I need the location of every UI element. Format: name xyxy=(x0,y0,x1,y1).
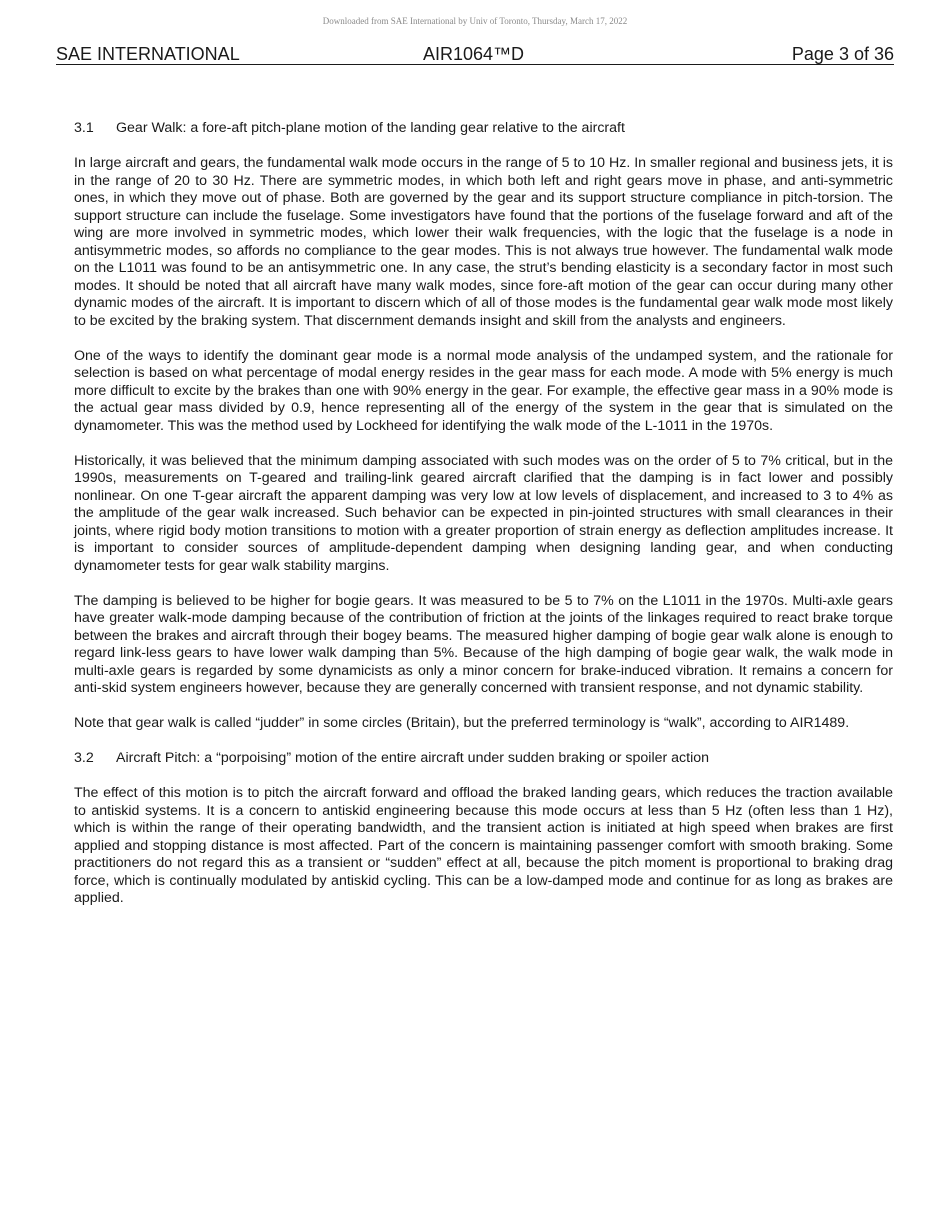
section-heading-3-2 xyxy=(74,750,893,768)
section-title: Gear Walk: a fore-aft pitch-plane motion of the landing gear relative to the aircraft xyxy=(116,120,625,136)
paragraph: The effect of this motion is to pitch the aircraft forward and offload the braked landing gears, which reduces the traction available to antiskid systems. It is a concern to antiskid engineering because this mode occurs at less than 5 Hz (often less than 1 Hz), which is within the range of their operating bandwidth, and the transient action is initiated at high speed when brakes are first applied and stopping distance is most affected. Part of the concern is maintaining passenger comfort with smooth braking. Some practitioners do not regard this as a transient or “sudden” effect at all, because the pitch moment is proportional to braking drag force, which is continually modulated by antiskid cycling. This can be a low-damped mode and continue for as long as brakes are applied. xyxy=(74,785,893,906)
paragraph: Historically, it was believed that the minimum damping associated with such modes was on the order of 5 to 7% critical, but in the 1990s, measurements on T-geared and trailing-link geared aircraft clarified that the damping is in fact lower and possibly nonlinear. On one T-gear aircraft the apparent damping was very low at low levels of displacement, and increased to 3 to 4% as the amplitude of the gear walk increased. Such behavior can be expected in pin-jointed structures with small clearances in their joints, where rigid body motion transitions to motion with a greater proportion of strain energy as deflection amplitudes increase. It is important to consider sources of amplitude-dependent damping when designing landing gear, and when conducting dynamometer tests for gear walk stability margins. xyxy=(74,452,893,574)
header-organization: SAE INTERNATIONAL xyxy=(56,44,240,64)
section-title: Aircraft Pitch: a “porpoising” motion of the entire aircraft under sudden braking or spoiler action xyxy=(116,750,710,766)
paragraph: In large aircraft and gears, the fundamental walk mode occurs in the range of 5 to 10 Hz. In smaller regional and business jets, it is in the range of 20 to 30 Hz. There are symmetric modes, in which both left and right gears move in phase, and anti-symmetric ones, in which they move out of phase. Both are governed by the gear and its support structure compliance in pitch-torsion. The support structure can include the fuselage. Some investigators have found that the portions of the fuselage forward and aft of the wing are more involved in symmetric modes, which lower their walk frequencies, with the logic that the fuselage is a node in antisymmetric modes, so affords no compliance to the gear modes. This is not always true however. The fundamental walk mode on the L1011 was found to be an antisymmetric one. In any case, the strut’s bending elasticity is a secondary factor in most such modes. It should be noted that all aircraft have many walk modes, since fore-aft motion of the gear can occur during many other dynamic modes of the aircraft. It is important to discern which of all of those modes is the fundamental gear walk mode most likely to be excited by the braking system. That discernment demands insight and skill from the analysts and engineers. xyxy=(74,155,893,329)
section-number: 3.2 xyxy=(74,750,94,766)
download-notice: Downloaded from SAE International by Univ of Toronto, Thursday, March 17, 2022 xyxy=(322,16,628,26)
page-header xyxy=(56,44,894,65)
header-page-number: Page 3 of 36 xyxy=(791,44,894,64)
section-heading-3-1 xyxy=(74,120,893,138)
header-document-id: AIR1064™D xyxy=(423,44,525,64)
paragraph: The damping is believed to be higher for bogie gears. It was measured to be 5 to 7% on the L1011 in the 1970s. Multi-axle gears have greater walk-mode damping because of the contribution of friction at the joints of the linkages required to react brake torque between the brakes and aircraft through their bogey beams. The measured higher damping of bogie gear walk alone is enough to regard link-less gears to have lower walk damping than 5%. Because of the high damping of bogie gear walk, the walk mode in multi-axle gears is regarded by some dynamicists as only a minor concern for brake-induced vibration. It remains a concern for anti-skid system engineers however, because they are generally concerned with transient response, and not dynamic stability. xyxy=(74,592,893,696)
document-body xyxy=(74,120,893,925)
section-number: 3.1 xyxy=(74,120,94,136)
paragraph: Note that gear walk is called “judder” in some circles (Britain), but the preferred terminology is “walk”, according to AIR1489. xyxy=(74,715,850,731)
paragraph: One of the ways to identify the dominant gear mode is a normal mode analysis of the undamped system, and the rationale for selection is based on what percentage of modal energy resides in the gear mass for each mode. A mode with 5% energy is much more difficult to excite by the brakes than one with 90% energy in the gear. For example, the effective gear mass in a 90% mode is the actual gear mass divided by 0.9, hence representing all of the energy of the system in the gear that is simulated on the dynamometer. This was the method used by Lockheed for identifying the walk mode of the L-1011 in the 1970s. xyxy=(74,347,893,434)
